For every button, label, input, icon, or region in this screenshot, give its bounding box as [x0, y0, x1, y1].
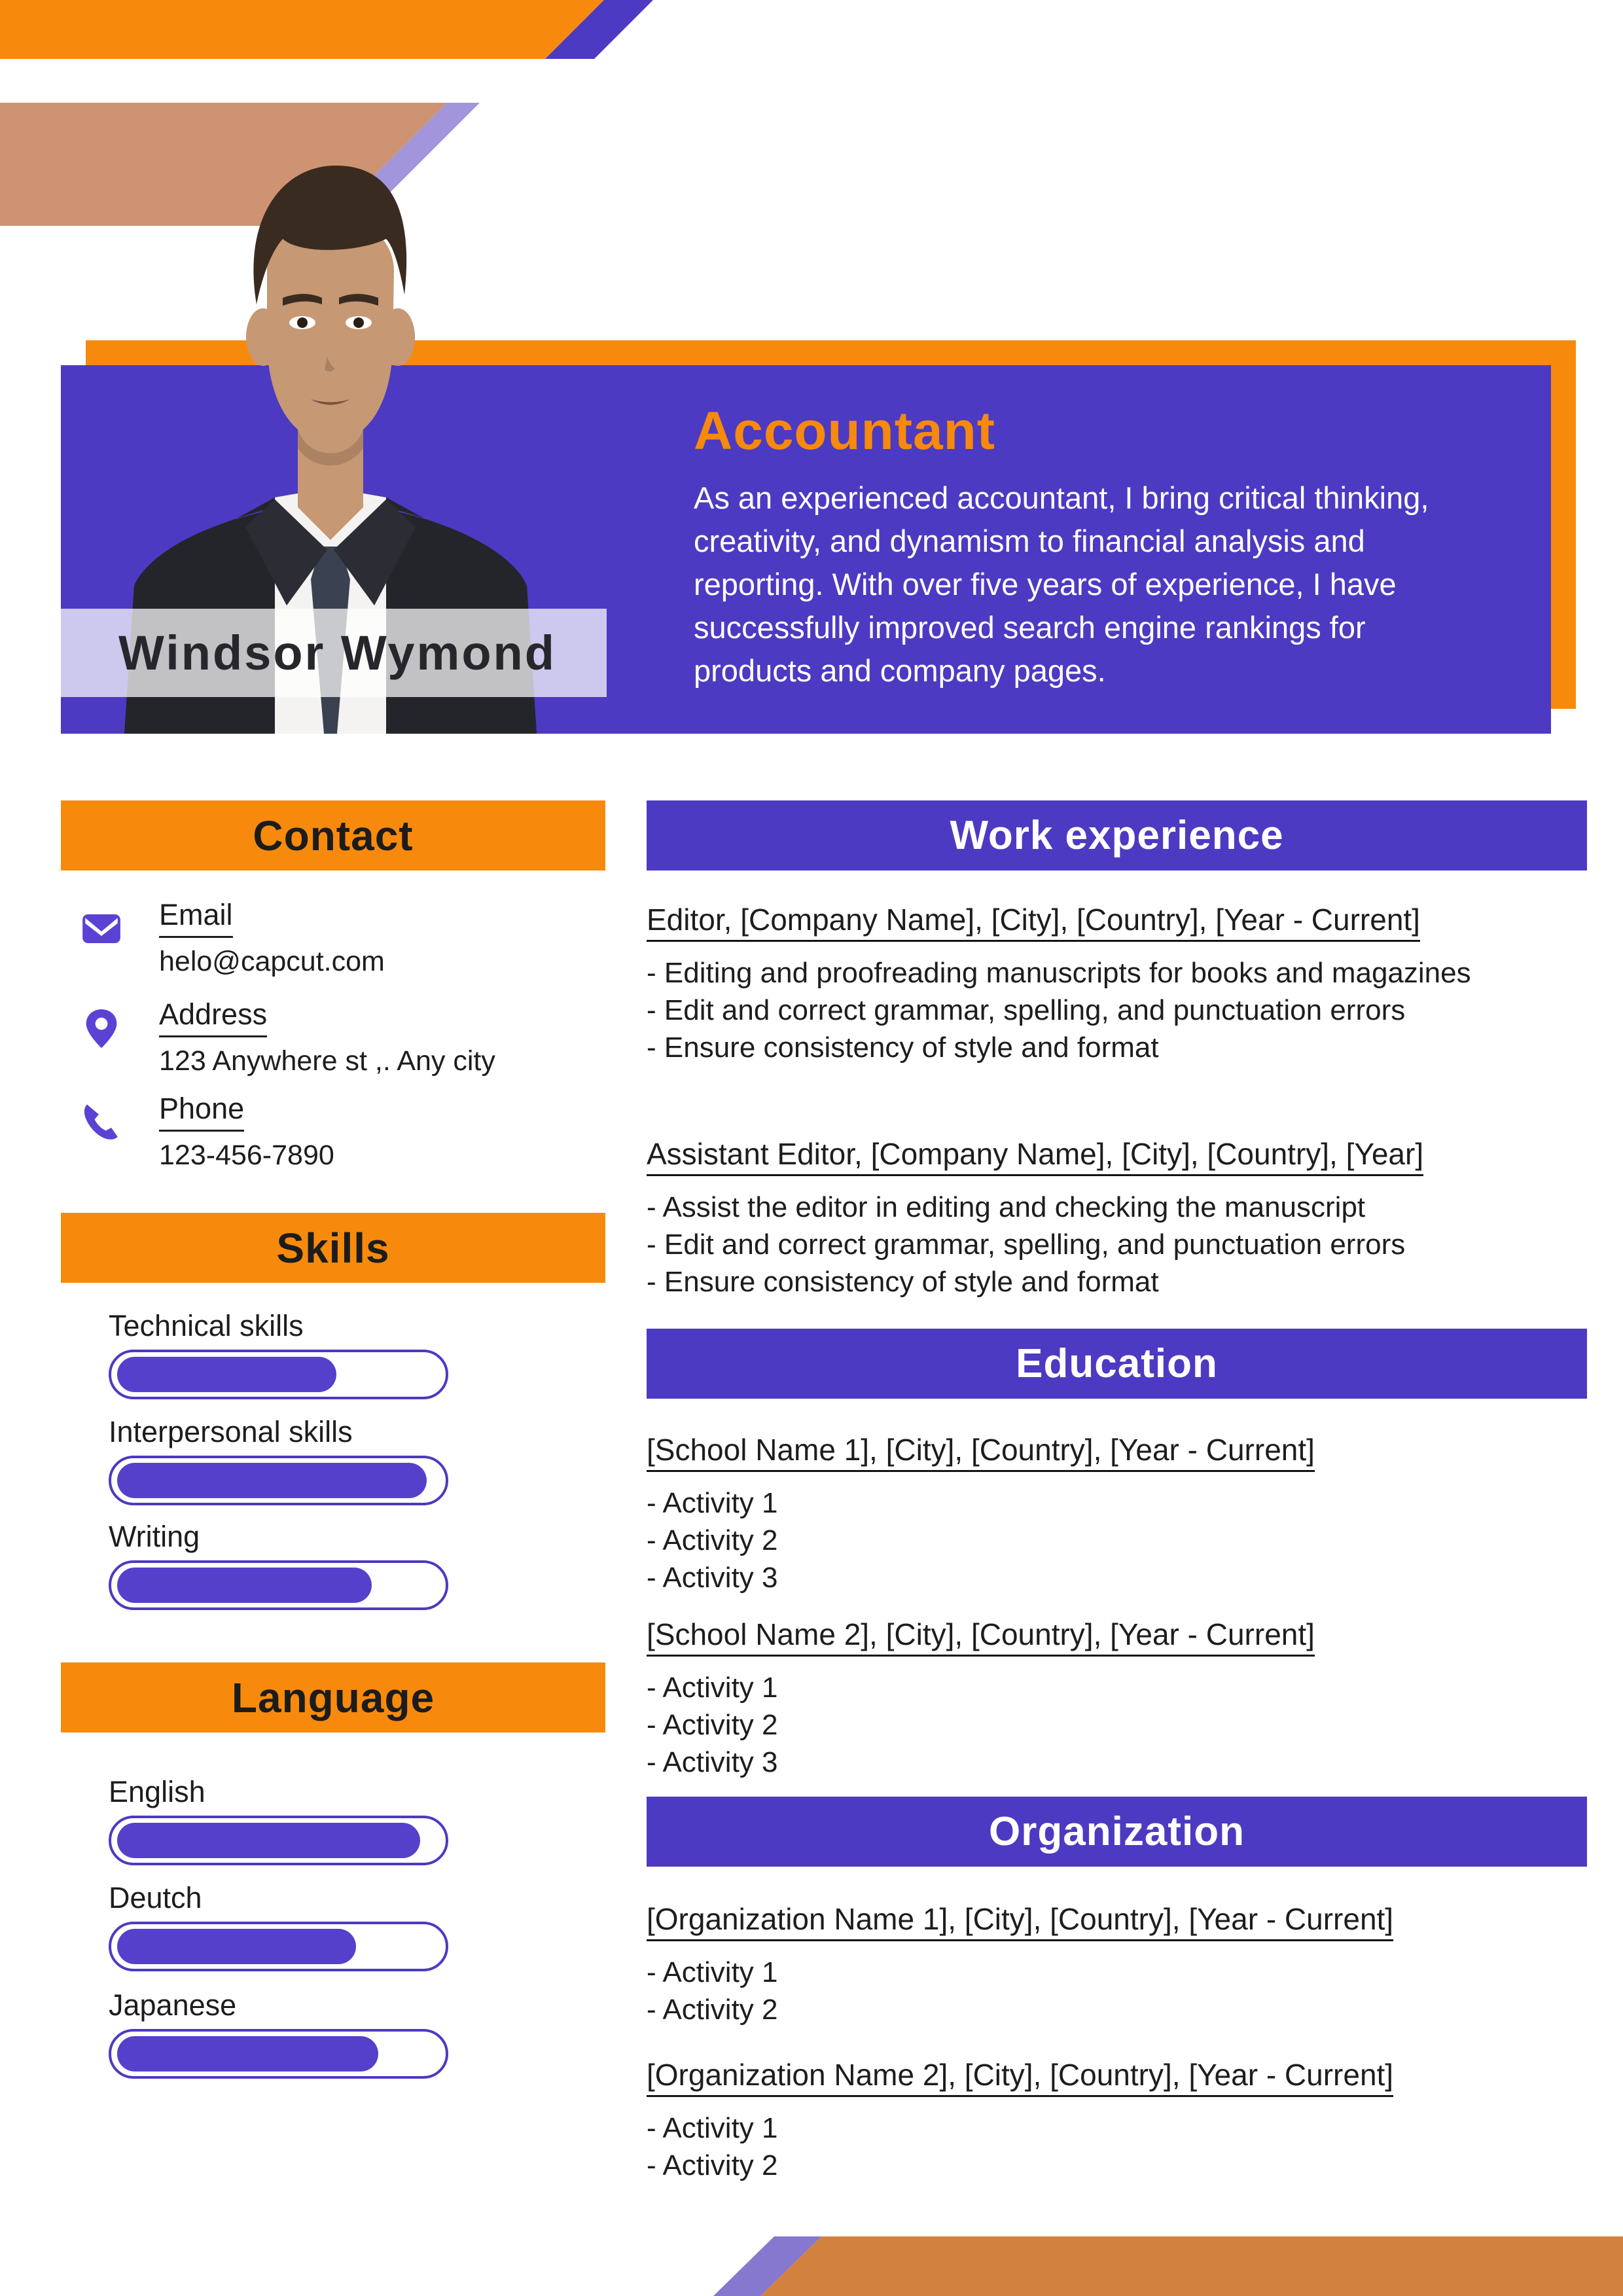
organization-entry-title: [Organization Name 2], [City], [Country], [Year - Current]	[647, 2058, 1393, 2097]
bullet: - Activity 1	[647, 1672, 778, 1704]
language-meter	[109, 1922, 448, 1971]
organization-entry-bullets	[647, 1954, 1588, 2028]
contact-value: 123-456-7890	[159, 1139, 334, 1171]
language-heading: Language	[231, 1674, 435, 1721]
bullet: - Editing and proofreading manuscripts for books and magazines	[647, 957, 1471, 989]
organization-heading: Organization	[989, 1809, 1245, 1854]
language-label: Japanese	[109, 1988, 237, 2022]
contact-label: Phone	[159, 1092, 244, 1132]
organization-section-bar	[647, 1797, 1587, 1867]
profile-summary: As an experienced accountant, I bring critical thinking, creativity, and dynamism to financial analysis and reporting. With over five years of experience, I have successfully improved search engine rankings for products and company pages.	[694, 480, 1429, 688]
language-label: English	[109, 1775, 205, 1808]
education-section-bar	[647, 1329, 1587, 1399]
contact-label: Email	[159, 898, 233, 938]
contact-item-address	[80, 997, 603, 1077]
bullet: - Activity 2	[647, 1709, 778, 1741]
skill-meter-fill	[117, 1463, 427, 1498]
education-entry-title: [School Name 1], [City], [Country], [Year - Current]	[647, 1433, 1315, 1472]
skill-meter-fill	[117, 1357, 336, 1392]
skill-meter-fill	[117, 1568, 372, 1603]
bullet: - Assist the editor in editing and checking the manuscript	[647, 1191, 1366, 1223]
language-meter-fill	[117, 1929, 356, 1964]
bottom-lavender-slash	[713, 2236, 821, 2296]
bullet: - Ensure consistency of style and format	[647, 1266, 1159, 1298]
education-heading: Education	[1016, 1341, 1218, 1386]
work-entry-title: Assistant Editor, [Company Name], [City], [Country], [Year]	[647, 1137, 1423, 1176]
education-entry-bullets	[647, 1669, 1588, 1781]
contact-heading: Contact	[253, 812, 414, 859]
contact-item-phone	[80, 1092, 603, 1172]
work-heading: Work experience	[950, 813, 1284, 858]
bullet: - Ensure consistency of style and format	[647, 1031, 1159, 1064]
language-section-bar	[61, 1662, 605, 1732]
organization-entry-title: [Organization Name 1], [City], [Country], [Year - Current]	[647, 1902, 1393, 1941]
bullet: - Activity 2	[647, 2149, 778, 2181]
work-entry	[647, 902, 1588, 1066]
top-orange-band	[0, 0, 604, 59]
language-meter-fill	[117, 1823, 420, 1858]
bullet: - Activity 2	[647, 1524, 778, 1556]
education-entry-bullets	[647, 1484, 1588, 1596]
work-entry-bullets	[647, 954, 1588, 1066]
skills-section-bar	[61, 1213, 605, 1283]
bullet: - Activity 3	[647, 1562, 778, 1594]
skill-label: Interpersonal skills	[109, 1415, 353, 1448]
education-entry	[647, 1432, 1588, 1596]
contact-section-bar	[61, 800, 605, 870]
bottom-orange-band	[760, 2236, 1623, 2296]
contact-item-email	[80, 898, 603, 978]
skills-heading: Skills	[276, 1224, 390, 1272]
organization-entry-bullets	[647, 2109, 1588, 2184]
bullet: - Activity 1	[647, 1487, 778, 1519]
phone-icon	[80, 1101, 123, 1144]
skill-label: Writing	[109, 1520, 200, 1553]
bullet: - Activity 2	[647, 1994, 778, 2026]
contact-label: Address	[159, 997, 267, 1037]
top-purple-slash	[545, 0, 653, 59]
bullet: - Edit and correct grammar, spelling, and punctuation errors	[647, 994, 1406, 1026]
contact-value: helo@capcut.com	[159, 946, 385, 977]
bullet: - Edit and correct grammar, spelling, and punctuation errors	[647, 1229, 1406, 1261]
work-entry-bullets	[647, 1189, 1588, 1300]
language-meter-fill	[117, 2036, 378, 2072]
email-icon	[80, 907, 123, 950]
education-entry-title: [School Name 2], [City], [Country], [Year - Current]	[647, 1617, 1315, 1657]
skill-label: Technical skills	[109, 1309, 304, 1342]
job-title: Accountant	[694, 401, 995, 461]
skill-meter	[109, 1560, 448, 1610]
work-entry	[647, 1136, 1588, 1300]
face	[267, 218, 394, 442]
bullet: - Activity 1	[647, 2112, 778, 2144]
bullet: - Activity 3	[647, 1746, 778, 1778]
bullet: - Activity 1	[647, 1956, 778, 1988]
person-name: Windsor Wymond	[118, 626, 556, 680]
organization-entry	[647, 2057, 1588, 2184]
name-bar	[61, 609, 607, 697]
contact-value: 123 Anywhere st ,. Any city	[159, 1045, 495, 1077]
work-entry-title: Editor, [Company Name], [City], [Country], [Year - Current]	[647, 903, 1420, 942]
language-meter	[109, 2029, 448, 2079]
organization-entry	[647, 1901, 1588, 2028]
skill-meter	[109, 1350, 448, 1399]
work-section-bar	[647, 800, 1587, 870]
skill-meter	[109, 1456, 448, 1505]
language-meter	[109, 1816, 448, 1865]
education-entry	[647, 1617, 1588, 1781]
location-pin-icon	[80, 1007, 123, 1050]
language-label: Deutch	[109, 1881, 202, 1914]
